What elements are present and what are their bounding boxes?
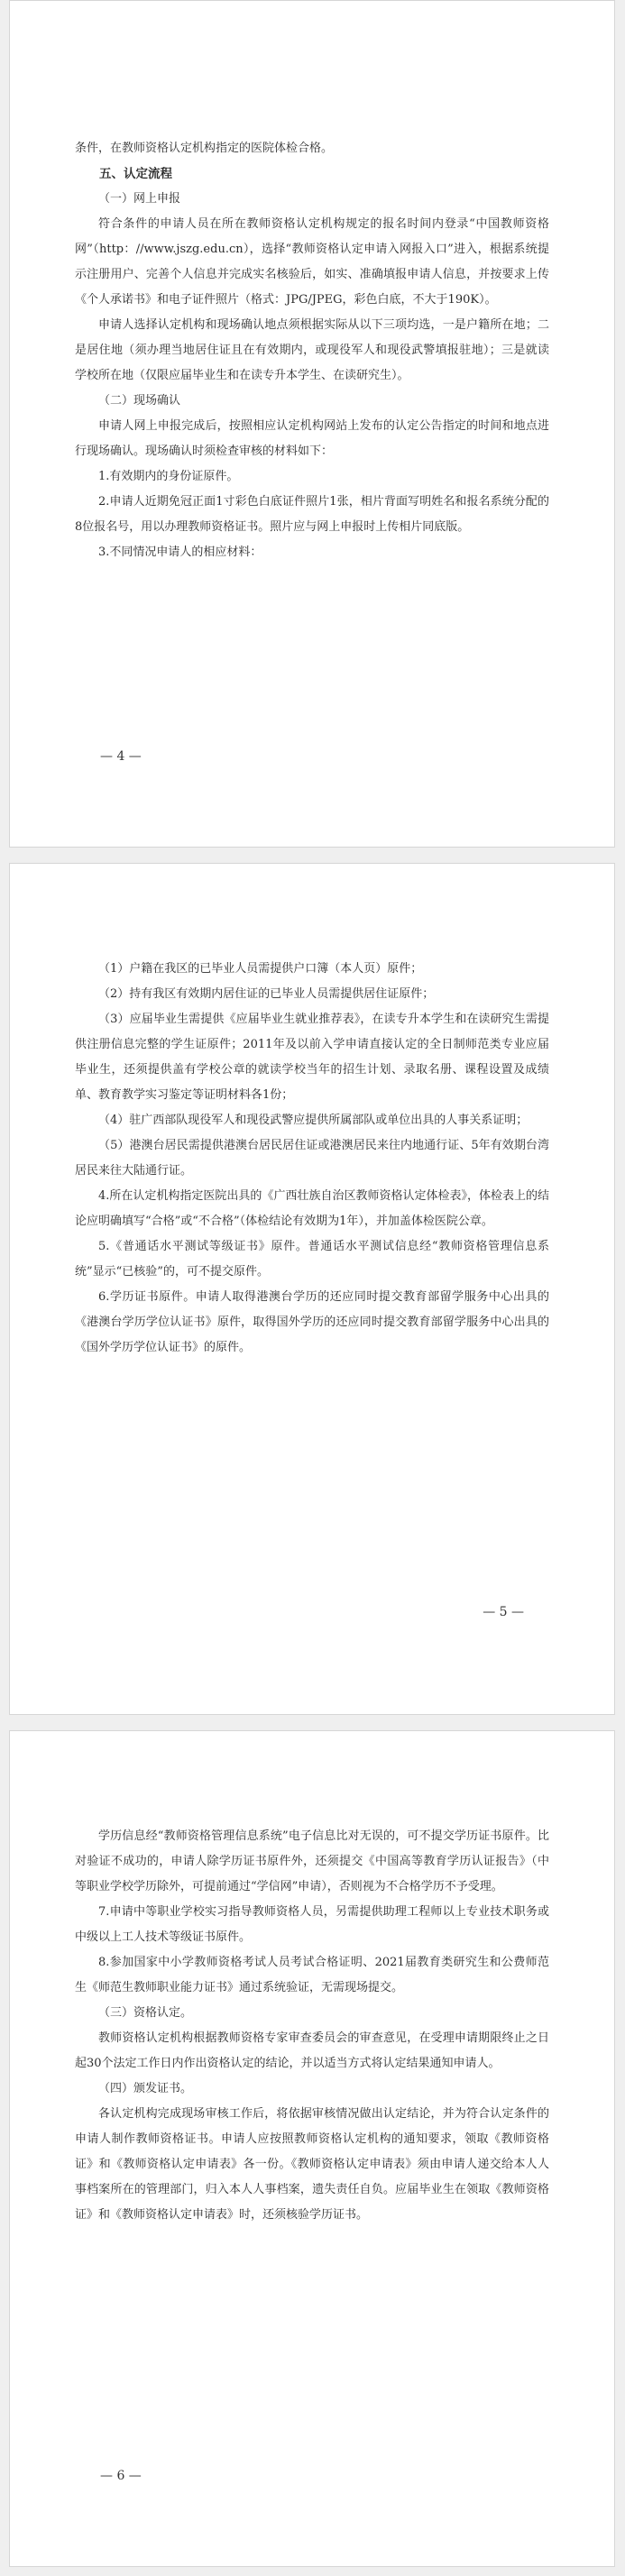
paragraph: 8.参加国家中小学教师资格考试人员考试合格证明、2021届教育类研究生和公费师范生《师范生教师职业能力证书》通过系统验证，无需现场提交。: [75, 1956, 549, 1994]
document-page-5: [9, 863, 615, 1715]
page-5-body: [75, 957, 549, 1361]
document-page-4: [9, 0, 615, 848]
page-number: — 5 —: [483, 1605, 524, 1619]
paragraph: 申请人网上申报完成后，按照相应认定机构网站上发布的认定公告指定的时间和地点进行现场确认。现场确认时须检查审核的材料如下：: [75, 419, 549, 458]
paragraph: 1.有效期内的身份证原件。: [98, 470, 239, 483]
paragraph: 7.申请中等职业学校实习指导教师资格人员，另需提供助理工程师以上专业技术职务或中级以上工人技术等级证书原件。: [75, 1905, 549, 1944]
subsection-heading: （二）现场确认: [98, 394, 181, 408]
paragraph: （2）持有我区有效期内居住证的已毕业人员需提供居住证原件；: [98, 987, 435, 1001]
subsection-heading: （四）颁发证书。: [98, 2082, 193, 2095]
paragraph: 各认定机构完成现场审核工作后，将依据审核情况做出认定结论，并为符合认定条件的申请人制作教师资格证书。申请人应按照教师资格认定机构的通知要求，领取《教师资格证》和《教师资格认定申请表》各一份。《教师资格认定申请表》须由申请人递交给本人人事档案所在的管理部门，归入本人人事档案，遗失责任自负。应届毕业生在领取《教师资格证》和《教师资格认定申请表》时，还须核验学历证书。: [75, 2107, 549, 2222]
paragraph: （4）驻广西部队现役军人和现役武警应提供所属部队或单位出具的人事关系证明；: [98, 1114, 528, 1127]
paragraph: 2.申请人近期免冠正面1寸彩色白底证件照片1张，相片背面写明姓名和报名系统分配的8位报名号，用以办理教师资格证书。照片应与网上申报时上传相片同底版。: [75, 495, 549, 534]
paragraph: 6.学历证书原件。申请人取得港澳台学历的还应同时提交教育部留学服务中心出具的《港澳台学历学位认证书》原件，取得国外学历的还应同时提交教育部留学服务中心出具的《国外学历学位认证书》的原件。: [75, 1290, 549, 1354]
page-number: — 6 —: [100, 2469, 142, 2483]
paragraph: 3.不同情况申请人的相应材料：: [98, 545, 262, 559]
paragraph: （3）应届毕业生需提供《应届毕业生就业推荐表》，在读专升本学生和在读研究生需提供注册信息完整的学生证原件；2011年及以前入学申请直接认定的全日制师范类专业应届毕业生，还须提供盖有学校公章的就读学校当年的招生计划、录取名册、课程设置及成绩单、教育教学实习鉴定等证明材料各1份；: [75, 1013, 549, 1102]
paragraph: 申请人选择认定机构和现场确认地点须根据实际从以下三项均选，一是户籍所在地；二是居住地（须办理当地居住证且在有效期内，或现役军人和现役武警填报驻地）；三是就读学校所在地（仅限应届毕业生和在读专升本学生、在读研究生）。: [75, 318, 549, 382]
page-6-body: [75, 1824, 549, 2228]
paragraph: 5.《普通话水平测试等级证书》原件。普通话水平测试信息经“教师资格管理信息系统”显示“已核验”的，可不提交原件。: [75, 1240, 549, 1279]
document-page-6: [9, 1730, 615, 2567]
paragraph: （1）户籍在我区的已毕业人员需提供户口簿（本人页）原件；: [98, 962, 423, 976]
paragraph: 4.所在认定机构指定医院出具的《广西壮族自治区教师资格认定体检表》，体检表上的结论应明确填写“合格”或“不合格”（体检结论有效期为1年），并加盖体检医院公章。: [75, 1189, 549, 1228]
page-4-body: [75, 136, 549, 565]
subsection-heading: （三）资格认定。: [98, 2006, 193, 2020]
paragraph: 符合条件的申请人员在所在教师资格认定机构规定的报名时间内登录“中国教师资格网”（http：//www.jszg.edu.cn），选择“教师资格认定申请入网报入口”进入，根据系统提示注册用户、完善个人信息并完成实名核验后，如实、准确填报申请人信息，并按要求上传《个人承诺书》和电子证件照片（格式：JPG/JPEG，彩色白底，不大于190K）。: [75, 217, 549, 307]
section-heading: 五、认定流程: [99, 167, 172, 181]
page-number: — 4 —: [100, 749, 142, 764]
subsection-heading: （一）网上申报: [98, 192, 181, 206]
paragraph: 条件，在教师资格认定机构指定的医院体检合格。: [75, 142, 334, 155]
paragraph: （5）港澳台居民需提供港澳台居民居住证或港澳居民来往内地通行证、5年有效期台湾居民来往大陆通行证。: [75, 1139, 549, 1178]
paragraph: 教师资格认定机构根据教师资格专家审查委员会的审查意见，在受理申请期限终止之日起30个法定工作日内作出资格认定的结论，并以适当方式将认定结果通知申请人。: [75, 2031, 549, 2070]
paragraph: 学历信息经“教师资格管理信息系统”电子信息比对无误的，可不提交学历证书原件。比对验证不成功的，申请人除学历证书原件外，还须提交《中国高等教育学历认证报告》（中等职业学校学历除外，可提前通过“学信网”申请），否则视为不合格学历不予受理。: [75, 1829, 549, 1893]
